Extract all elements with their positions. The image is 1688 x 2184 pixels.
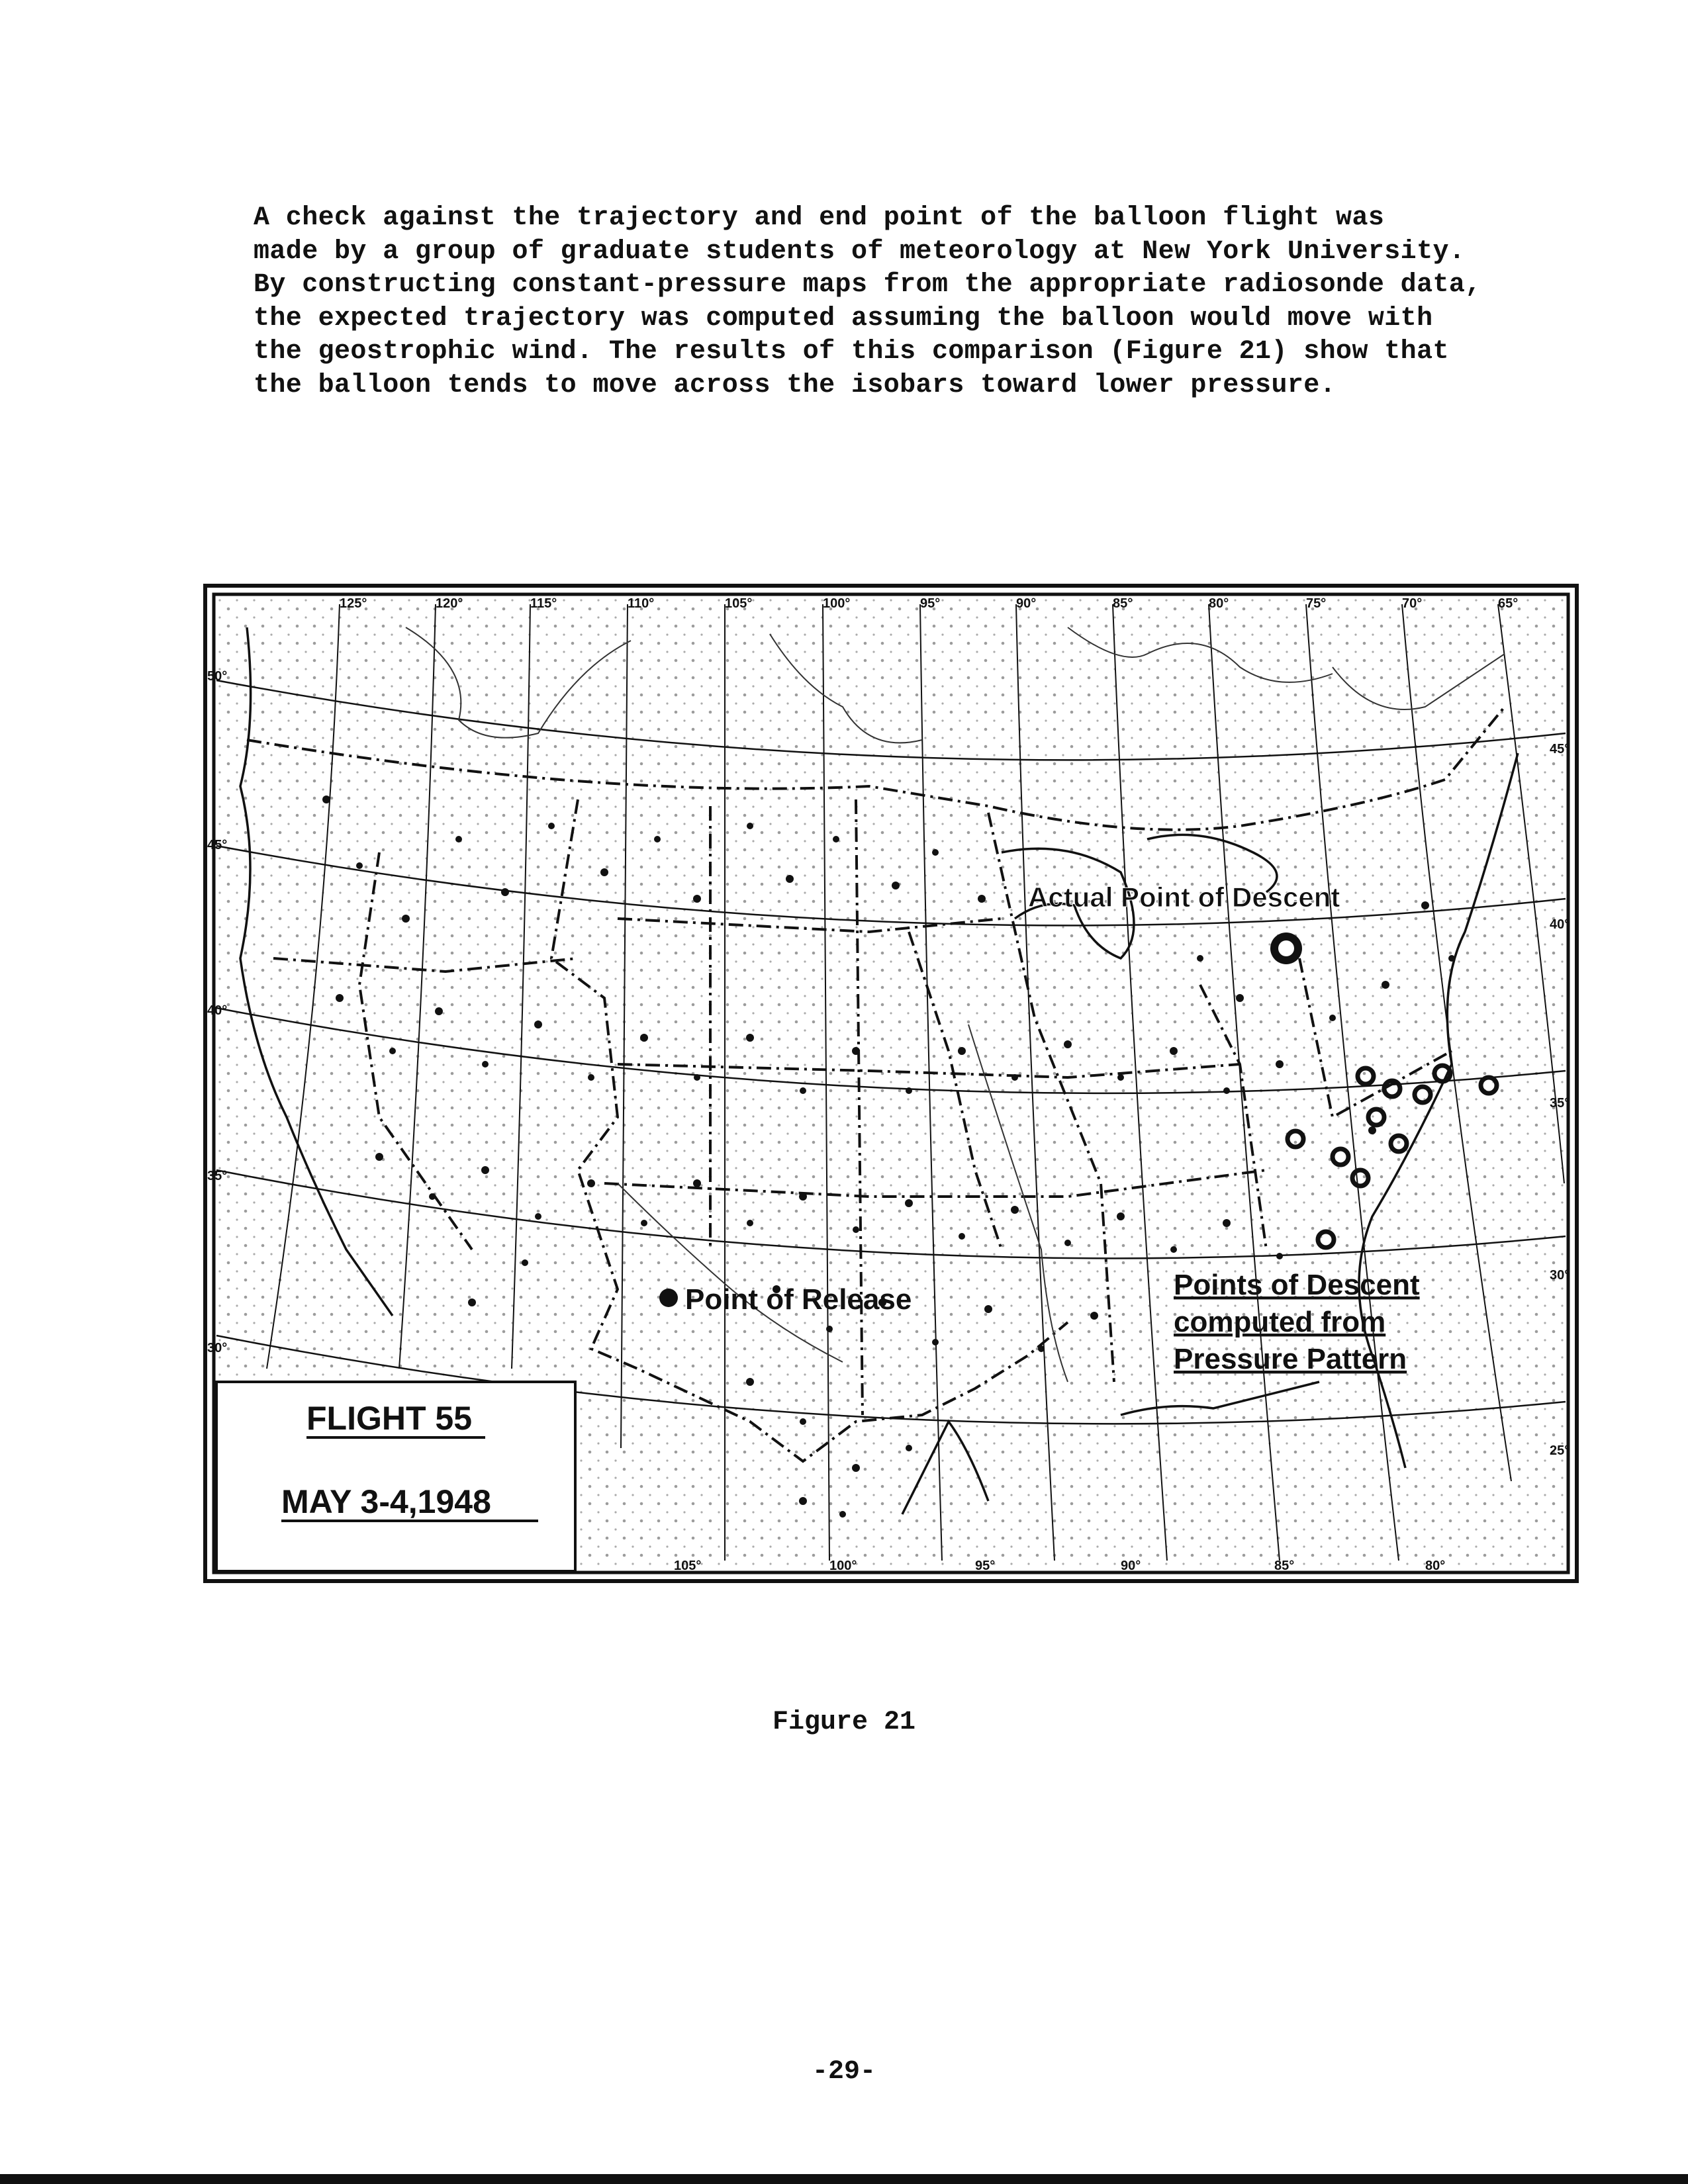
top-lon-label: 125°: [340, 596, 367, 611]
top-lon-label: 70°: [1402, 596, 1423, 611]
bottom-lon-label: 80°: [1425, 1559, 1446, 1573]
weather-map-figure: [203, 584, 1579, 1583]
flight-title: FLIGHT 55: [306, 1400, 473, 1437]
right-lat-label: 45°: [1550, 742, 1570, 756]
left-lat-label: 40°: [207, 1003, 228, 1018]
bottom-lon-label: 90°: [1121, 1559, 1141, 1573]
bottom-lon-label: 95°: [975, 1559, 996, 1573]
top-lon-label: 110°: [628, 596, 655, 611]
computed-descent-label-line1: Points of Descent: [1174, 1269, 1420, 1301]
bottom-lon-label: 100°: [829, 1559, 857, 1573]
figure-caption: Figure 21: [772, 1707, 916, 1737]
weather-map: [207, 588, 1575, 1579]
left-lat-label: 45°: [207, 838, 228, 852]
top-lon-label: 65°: [1498, 596, 1519, 611]
top-lon-label: 85°: [1113, 596, 1133, 611]
release-point-marker: [659, 1289, 678, 1307]
top-lon-label: 100°: [823, 596, 851, 611]
top-lon-label: 115°: [530, 596, 557, 611]
top-lon-label: 120°: [436, 596, 463, 611]
computed-descent-label-line3: Pressure Pattern: [1174, 1343, 1407, 1375]
right-lat-label: 35°: [1550, 1096, 1570, 1111]
top-lon-label: 90°: [1016, 596, 1037, 611]
right-lat-label: 25°: [1550, 1443, 1570, 1458]
actual-descent-marker: [1270, 933, 1302, 964]
right-lat-label: 40°: [1550, 917, 1570, 932]
scan-bottom-edge: [0, 2174, 1688, 2184]
bottom-lon-label: 105°: [674, 1559, 702, 1573]
release-label: Point of Release: [685, 1283, 912, 1316]
computed-descent-label-line2: computed from: [1174, 1306, 1386, 1338]
top-lon-label: 75°: [1306, 596, 1327, 611]
actual-descent-label: Actual Point of Descent: [1028, 882, 1340, 913]
body-paragraph: A check against the trajectory and end point of the balloon flight was made by a group of graduate students of meteorology at New York University. By constructing constant-pressure maps from the appropriate radiosonde data, the expected trajectory was computed assuming the balloon would move with the geostrophic wind. The results of this comparison (Figure 21) show that the balloon tends to move across the isobars toward lower pressure.: [254, 203, 1481, 400]
right-lat-label: 30°: [1550, 1268, 1570, 1283]
top-lon-label: 80°: [1209, 596, 1229, 611]
left-lat-label: 30°: [207, 1341, 228, 1355]
flight-date: MAY 3-4,1948: [281, 1483, 491, 1520]
page-number: -29-: [812, 2057, 876, 2087]
bottom-lon-label: 85°: [1274, 1559, 1295, 1573]
left-lat-label: 50°: [207, 669, 228, 684]
left-lat-label: 35°: [207, 1169, 228, 1183]
top-lon-label: 105°: [725, 596, 753, 611]
top-lon-label: 95°: [920, 596, 941, 611]
